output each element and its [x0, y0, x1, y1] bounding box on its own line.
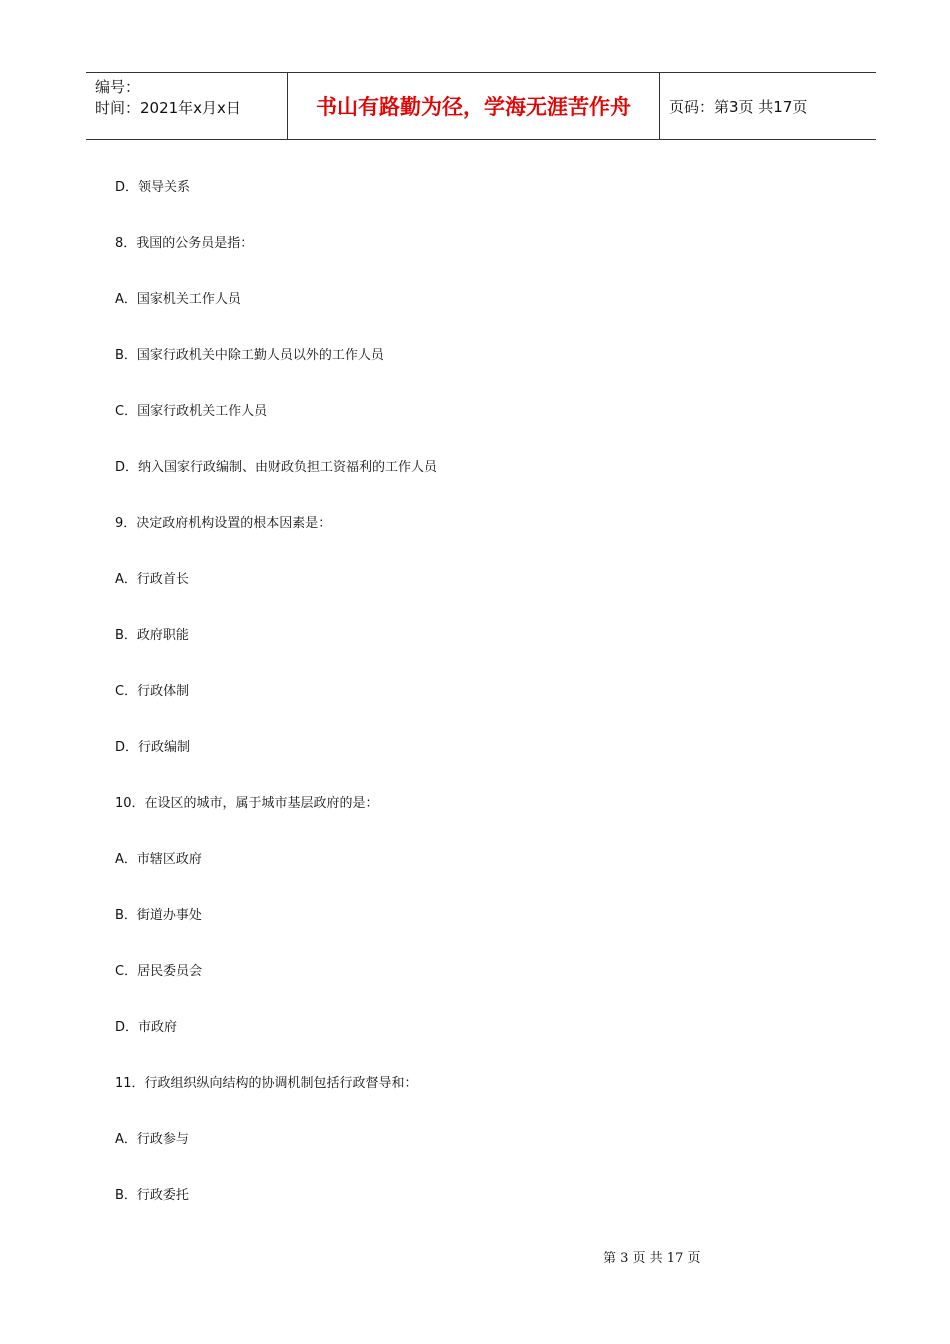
- page-footer: 第 3 页 共 17 页: [603, 1251, 701, 1266]
- question-line: 11．行政组织纵向结构的协调机制包括行政督导和：: [115, 1076, 418, 1091]
- option-line: A．国家机关工作人员: [115, 292, 241, 307]
- option-line: A．行政首长: [115, 572, 189, 587]
- option-line: C．国家行政机关工作人员: [115, 404, 268, 419]
- option-line: B．政府职能: [115, 628, 189, 643]
- option-line: B．国家行政机关中除工勤人员以外的工作人员: [115, 348, 384, 363]
- page-header: [86, 72, 876, 140]
- option-line: C．居民委员会: [115, 964, 203, 979]
- question-line: 8．我国的公务员是指：: [115, 236, 254, 251]
- option-line: B．街道办事处: [115, 908, 202, 923]
- header-motto: 书山有路勤为径，学海无涯苦作舟: [287, 73, 660, 139]
- option-line: B．行政委托: [115, 1188, 189, 1203]
- document-number: 编号：: [95, 78, 141, 96]
- document-time: 时间：2021年x月x日: [95, 99, 241, 117]
- option-line: D．领导关系: [115, 180, 191, 195]
- header-meta: [86, 73, 287, 139]
- question-line: 10．在设区的城市，属于城市基层政府的是：: [115, 796, 379, 811]
- header-page-info: 页码：第3页 共17页: [669, 97, 808, 116]
- option-line: A．行政参与: [115, 1132, 189, 1147]
- option-line: A．市辖区政府: [115, 852, 202, 867]
- question-line: 9．决定政府机构设置的根本因素是：: [115, 516, 332, 531]
- option-line: D．市政府: [115, 1020, 178, 1035]
- option-line: D．纳入国家行政编制、由财政负担工资福利的工作人员: [115, 460, 438, 475]
- option-line: C．行政体制: [115, 684, 190, 699]
- option-line: D．行政编制: [115, 740, 191, 755]
